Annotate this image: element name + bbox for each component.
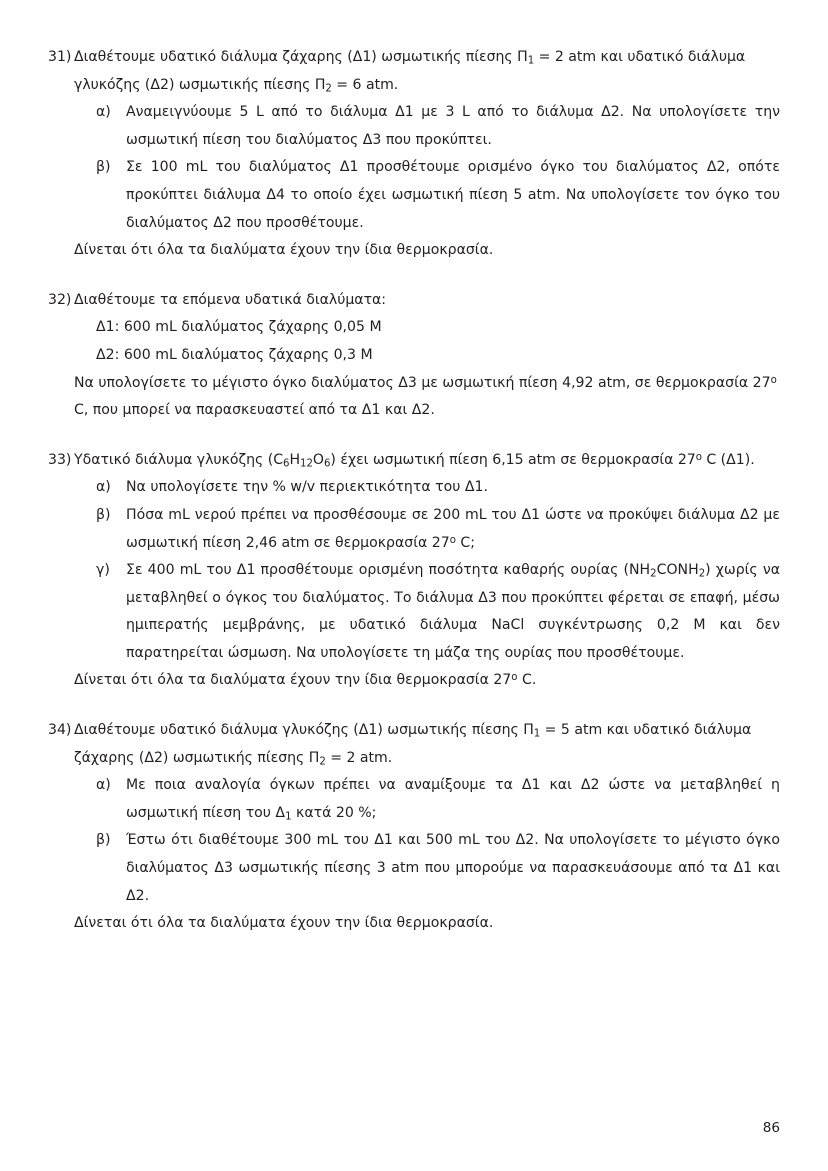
exercise-32 [48,287,780,425]
exercise-33-item-b-text-part1: Πόσα mL νερού πρέπει να προσθέσουμε σε 200 mL του Δ1 ώστε να προκύψει διάλυμα Δ2 με ωσμωτική πίεση 2,46 atm σε θερμοκρασία 27 [126,506,780,551]
exercise-33-urea-subscript-1: 2 [650,568,657,580]
page-content [48,44,780,938]
exercise-34-item-a-marker: α) [96,777,111,794]
exercise-31-item-b-marker: β) [96,159,111,176]
exercise-33-item-a-marker: α) [96,479,111,496]
exercise-32-question-part1: Να υπολογίσετε το μέγιστο όγκο διαλύματος Δ3 με ωσμωτική πίεση 4,92 atm, σε θερμοκρασία 27 [74,374,771,391]
exercise-33-text-part1: Υδατικό διάλυμα γλυκόζης (C [74,451,284,468]
exercise-31-statement [48,44,780,99]
exercise-32-question-part2: C, που μπορεί να παρασκευαστεί από τα Δ1 και Δ2. [74,402,435,419]
exercise-32-solution-2: Δ2: 600 mL διαλύματος ζάχαρης 0,3 M [96,346,373,363]
exercise-31-number: 31) [48,49,72,65]
exercise-31-item-b-text: Σε 100 mL του διαλύματος Δ1 προσθέτουμε ορισμένο όγκο του διαλύματος Δ2, οπότε προκύπτει διάλυμα Δ4 το οποίο έχει ωσμωτική πίεση 5 atm. Να υπολογίσετε τον όγκο του διαλύματος Δ2 που προσθέτουμε. [126,159,780,231]
exercise-34-item-a [48,772,780,827]
exercise-33-text-part3: O [312,451,324,468]
exercise-33-item-c-text-part2: CONH [656,562,699,579]
exercise-33-glucose-subscript-o: 6 [323,458,331,470]
exercise-34-text-part2: = 5 atm και υδατικό διάλυμα ζάχαρης (Δ2) ωσμωτικής πίεσης Π [74,722,752,766]
exercise-31-item-b [48,154,780,237]
exercise-33-text-part4: ) έχει ωσμωτική πίεση 6,15 atm σε θερμοκρασία 27 [330,451,696,468]
exercise-33-item-c-text-part3: ) χωρίς να μεταβληθεί ο όγκος του διαλύματος. Το διάλυμα Δ3 που προκύπτει φέρεται σε επαφή, μέσω ημιπερατής μεμβράνης, με υδατικό διάλυμα NaCl συγκέντρωσης 0,2 M και δεν παρατηρείται ώσμωση. Να υπολογίσετε τη μάζα της ουρίας που προσθέτουμε. [126,562,780,661]
exercise-31-subscript-1: 1 [527,55,535,67]
exercise-33-item-b-marker: β) [96,506,111,523]
exercise-34-item-a-text-part2: κατά 20 %; [291,804,377,821]
exercise-31-text-part3: = 6 atm. [331,76,399,93]
exercise-32-statement [48,287,780,315]
exercise-33-item-c-marker: γ) [96,562,110,579]
exercise-32-degree-superscript: o [770,374,777,386]
exercise-33-statement [48,447,780,475]
exercise-34-text-part1: Διαθέτουμε υδατικό διάλυμα γλυκόζης (Δ1) ωσμωτικής πίεσης Π [74,722,534,739]
exercise-33-note-part2: C. [517,672,537,689]
exercise-34-item-b-marker: β) [96,832,111,849]
exercise-32-solution-1: Δ1: 600 mL διαλύματος ζάχαρης 0,05 M [96,319,382,336]
exercise-33-glucose-subscript-c: 6 [283,458,290,470]
exercise-31-item-a-text: Αναμειγνύουμε 5 L από το διάλυμα Δ1 με 3 L από το διάλυμα Δ2. Να υπολογίσετε την ωσμωτική πίεση του διαλύματος Δ3 που προκύπτει. [126,104,780,148]
exercise-33-item-b-degree-superscript: o [449,534,456,546]
exercise-31-text-part2: = 2 atm και υδατικό διάλυμα γλυκόζης (Δ2) ωσμωτικής πίεσης Π [74,49,746,93]
exercise-32-number: 32) [48,291,72,308]
exercise-32-text: Διαθέτουμε τα επόμενα υδατικά διαλύματα: [74,291,387,308]
exercise-31-text-part1: Διαθέτουμε υδατικό διάλυμα ζάχαρης (Δ1) ωσμωτικής πίεσης Π [74,49,528,65]
exercise-34-item-a-text-part1: Με ποια αναλογία όγκων πρέπει να αναμίξουμε τα Δ1 και Δ2 ώστε να μεταβληθεί η ωσμωτική πίεση του Δ [126,777,780,821]
exercise-33-degree-superscript: o [695,451,702,463]
exercise-31-item-a [48,99,780,154]
exercise-33 [48,447,780,695]
exercise-34-text-part3: = 2 atm. [325,749,393,766]
exercise-34-item-b [48,827,780,910]
exercise-33-item-a-text: Να υπολογίσετε την % w/v περιεκτικότητα του Δ1. [126,479,488,496]
exercise-34-statement [48,717,780,772]
exercise-34-subscript-2: 2 [319,756,326,768]
exercise-33-item-a [48,474,780,502]
exercise-31-item-a-marker: α) [96,104,111,121]
exercise-33-note [48,667,780,695]
exercise-33-text-part2: H [289,451,301,468]
exercise-33-item-b [48,502,780,557]
exercise-34-item-a-delta-subscript: 1 [285,811,292,823]
page-number: 86 [762,1120,780,1136]
exercise-33-item-b-text-part2: C; [455,534,475,551]
exercise-33-glucose-subscript-h: 12 [300,458,313,470]
exercise-34-item-b-text: Έστω ότι διαθέτουμε 300 mL του Δ1 και 500 mL του Δ2. Να υπολογίσετε το μέγιστο όγκο διαλύματος Δ3 ωσμωτικής πίεσης 3 atm που μπορούμε να παρασκευάσουμε από τα Δ1 και Δ2. [126,832,780,904]
exercise-34-number: 34) [48,722,72,739]
exercise-33-note-degree-superscript: o [511,672,518,684]
exercise-31 [48,44,780,265]
exercise-34-note: Δίνεται ότι όλα τα διαλύματα έχουν την ίδια θερμοκρασία. [74,915,494,932]
exercise-32-question [48,370,780,425]
exercise-33-urea-subscript-2: 2 [698,568,706,580]
exercise-33-item-c [48,557,780,667]
exercise-33-item-c-text-part1: Σε 400 mL του Δ1 προσθέτουμε ορισμένη ποσότητα καθαρής ουρίας (NH [126,562,651,579]
exercise-33-note-part1: Δίνεται ότι όλα τα διαλύματα έχουν την ίδια θερμοκρασία 27 [74,672,512,689]
exercise-33-text-part5: C (Δ1). [701,451,755,468]
exercise-34 [48,717,780,938]
exercise-33-number: 33) [48,451,72,468]
exercise-31-note: Δίνεται ότι όλα τα διαλύματα έχουν την ίδια θερμοκρασία. [74,242,494,259]
exercise-31-subscript-2: 2 [325,83,332,95]
exercise-34-subscript-1: 1 [533,728,541,740]
